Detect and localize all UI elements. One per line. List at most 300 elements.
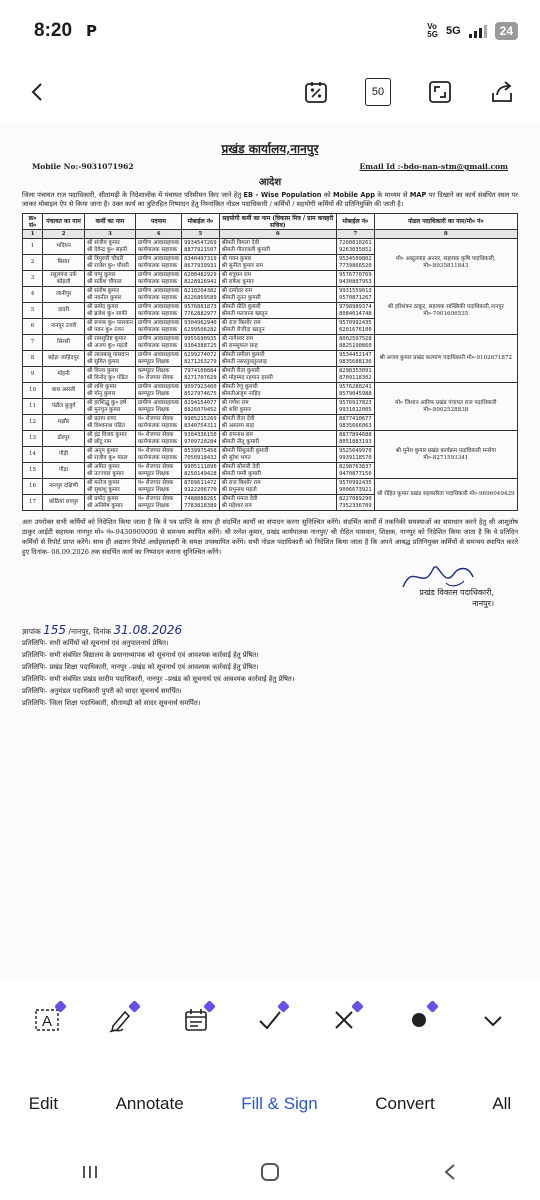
mobile-cell-line: 8294154077 [184, 399, 217, 406]
recents-icon[interactable] [78, 1160, 102, 1188]
panchayat-cell [43, 367, 85, 383]
instructions-paragraph: अतः उपरोक्त सभी कर्मियों को निदेशित किया जाता है कि वे पत्र प्राप्ति के साथ ही संदर्भित कार्यों का संपादन करना सुनिश्चित करेंगे। संदर्भित कार्यों में तकनिकी समस्याओं का समाधान करने हेतु श्री आशुतोष ठाकुर आईटी सहायक नानपुर मो० नं०-9430909090 से समन्वय स्थापित करेंगे। श्री रत्नेश कुमार, प्रखंड कार्यपालक नानपुर/ श्री रोहित पासवान, शिक्षक, नानपुर को निदेशित किया जाता है कि वे प्रतिदिन कर्मियों से रिपोर्ट प्राप्त करेंगे। साथ ही अद्यतन रिपोर्ट अधोहस्ताक्षरी के समक्ष उपस्थापित करेंगे। सभी नोडल पदाधिकारी को निदेशित किया जाता है कि अपने आबद्ध प्रतिनियुक्त कर्मियों से समन्वय स्थापित करते हुए दिनांक- 08.09.2026 तक संदर्भित कार्य का निष्पादन कराना सुनिश्चित करेंगे। [22, 518, 518, 556]
staff-name-cell-line: श्री उज्ज्वल कुमार [87, 470, 124, 477]
designation-cell-line: ग्रामीण आवासहायक [137, 399, 180, 406]
helper-mobile-cell-line: 9470877150 [339, 470, 372, 477]
panchayat-cell-line: नानपुर उत्तरी [50, 323, 77, 329]
designation-cell-line: ग्रामीण आवासहायक [137, 239, 180, 246]
designation-cell [135, 383, 181, 399]
notification-p-icon: P [86, 22, 98, 40]
copy-item: प्रतिलिपिः- सभी कर्मियों को सूचनार्थ एवं अनुपालनार्थ प्रेषित। [22, 639, 169, 647]
share-icon[interactable] [482, 72, 522, 112]
panchayat-cell-line: गौड़ी [59, 451, 69, 457]
helper-mobile-cell [337, 303, 374, 319]
mobile-cell-line: 9097923400 [184, 383, 217, 390]
designation-cell-line: कम्प्यूटर शिक्षक [137, 406, 170, 413]
helper-name-cell-line: श्रीमती प्रमीला कुमारी [221, 351, 265, 358]
helper-mobile-cell-line: 9263035852 [339, 246, 372, 253]
serial-cell [23, 271, 43, 287]
designation-cell [135, 399, 181, 415]
table-row [23, 239, 518, 255]
back-nav-icon[interactable] [438, 1160, 462, 1188]
column-header: पदनाम [135, 214, 181, 230]
helper-mobile-cell-line: 9430807953 [339, 278, 372, 285]
helper-mobile-cell-line: 9570992435 [339, 319, 372, 326]
helper-mobile-cell-line: 8709118302 [339, 374, 372, 381]
staff-name-cell [85, 463, 136, 479]
helper-mobile-cell-line: 9576770769 [339, 271, 372, 278]
screen-fit-icon[interactable] [420, 72, 460, 112]
panchayat-cell [43, 351, 85, 367]
serial-cell [23, 399, 43, 415]
serial-cell [23, 447, 43, 463]
panchayat-cell [43, 383, 85, 399]
helper-name-cell [219, 447, 337, 463]
clock: 8:20 [34, 20, 73, 41]
battery-icon: 24 [495, 22, 518, 40]
mobile-cell-line: 7783818389 [184, 502, 217, 509]
column-header: मोबाईल नं० [337, 214, 374, 230]
helper-mobile-cell-line: 9006673921 [339, 486, 372, 493]
designation-cell-line: कम्प्यूटर शिक्षक [137, 486, 170, 493]
helper-mobile-cell [337, 447, 374, 463]
mobile-cell-line: 6299274072 [184, 351, 217, 358]
helper-name-cell [219, 367, 337, 383]
staff-name-cell-line: श्री पवन कु० रंजन [87, 326, 124, 333]
designation-cell [135, 463, 181, 479]
helper-name-cell-line: श्रीमती पम्मी कुमारी [221, 470, 261, 477]
panchayat-cell [43, 447, 85, 463]
mobile-cell-line: 8826079452 [184, 406, 217, 413]
designation-cell-line: पं० रोजगार सेवक [137, 479, 174, 486]
helper-name-cell [219, 271, 337, 287]
column-number: 2 [43, 230, 85, 239]
mobile-cell [182, 367, 219, 383]
dispatch-date: 31.08.2026 [113, 623, 183, 637]
tab-edit[interactable]: Edit [28, 1094, 59, 1113]
mobile-cell-line: 8226869589 [184, 294, 217, 301]
mobile-cell-line: 8340497319 [184, 255, 217, 262]
staff-name-cell-line: श्री अजय कु० महतो [87, 342, 128, 349]
panchayat-cell-line: पंडौल बुजुर्ग [51, 403, 76, 409]
helper-mobile-cell-line: 7260810261 [339, 239, 372, 246]
copy-item: प्रतिलिपिः- सभी संबंधित प्रखंड स्तरीय पदाधिकारी, नानपुर –प्रखंड को सूचनार्थ एवं आवश्यक कार्रवाई हेतु प्रेषित। [22, 675, 295, 683]
helper-mobile-cell-line: 9525649970 [339, 447, 372, 454]
helper-mobile-cell-line: 9798989374 [339, 303, 372, 310]
home-icon[interactable] [258, 1160, 282, 1188]
copy-item: प्रतिलिपिः- अनुमंडल पदाधिकारी पुपरी को सादर सूचनार्थ समर्पित। [22, 687, 182, 695]
office-mobile: Mobile No:-9031071962 [32, 162, 134, 171]
nodal-officer-cell [374, 287, 517, 335]
designation-cell [135, 351, 181, 367]
staff-name-cell [85, 399, 136, 415]
column-number: 7 [337, 230, 374, 239]
helper-name-cell-line: श्रीमती विमला देवी [221, 239, 260, 246]
mobile-cell-line: 8877921507 [184, 246, 217, 253]
staff-name-cell [85, 271, 136, 287]
table-number-row [23, 230, 518, 239]
staff-name-cell-line: श्री राजेश कु० चौधरी [87, 262, 129, 269]
helper-name-cell [219, 463, 337, 479]
designation-cell-line: ग्रामीण आवासहायक [137, 255, 180, 262]
designation-cell-line: कार्यपालक सहायक [137, 438, 178, 445]
serial-cell [23, 383, 43, 399]
order-title: आदेश [258, 177, 282, 188]
staff-name-cell [85, 303, 136, 319]
copy-item: प्रतिलिपिः- प्रखंड शिक्षा पदाधिकारी, नानपुर –प्रखंड को सूचनार्थ एवं आवश्यक कार्रवाई हेतु प्रेषित। [22, 663, 259, 671]
helper-mobile-cell-line: 6201676100 [339, 326, 372, 333]
serial-cell [23, 415, 43, 431]
helper-mobile-cell [337, 255, 374, 271]
copy-item: प्रतिलिपिः- सभी संबंधित विद्यालय के प्रधानाध्यापक को सूचनार्थ एवं आवश्यक कार्रवाई हेतु प्रेषित। [22, 651, 259, 659]
mobile-cell [182, 335, 219, 351]
designation-cell-line: पं० रोजगार सेवक [137, 463, 174, 470]
serial-cell-line: 13 [28, 435, 37, 441]
staff-name-cell-line: श्री संजीव कुमार [87, 239, 120, 246]
staff-name-cell-line: श्री विश्वनाथ पंडित [87, 422, 125, 429]
helper-mobile-cell-line: 8579045988 [339, 390, 372, 397]
tab-all[interactable]: All [492, 1094, 512, 1113]
helper-name-cell [219, 319, 337, 335]
mobile-cell-line: 7050918432 [184, 454, 217, 461]
system-nav-bar [0, 1148, 540, 1200]
text-box-icon[interactable] [27, 1000, 67, 1040]
column-number: 3 [85, 230, 136, 239]
designation-cell-line: कम्प्यूटर शिक्षक [137, 470, 170, 477]
helper-mobile-cell-line: 8877894688 [339, 431, 372, 438]
more-chevron-icon[interactable] [473, 1000, 513, 1040]
helper-mobile-cell [337, 319, 374, 335]
staff-name-cell [85, 495, 136, 511]
staff-name-cell-line: श्री राजीव कु० मंडल [87, 454, 128, 461]
copy-item: प्रतिलिपिः- जिला शिक्षा पदाधिकारी, सीतामढ़ी को सादर सूचनार्थ समर्पित। [22, 699, 201, 707]
helper-name-cell-line: श्री राज किशोर राम [221, 479, 261, 486]
serial-cell-line: 5 [30, 307, 35, 313]
helper-name-cell-line: श्रीमती नूतन कुमारी [221, 294, 261, 301]
panchayat-cell [43, 495, 85, 511]
panchayat-cell-line: नानपुर दक्षिणी [49, 483, 78, 489]
helper-mobile-cell-line: 9576917823 [339, 399, 372, 406]
column-header: क्र० सं० [23, 214, 43, 230]
column-header: नोडल पदाधिकारी का नाम/मो० नं० [374, 214, 517, 230]
helper-mobile-cell [337, 399, 374, 415]
table-row [23, 431, 518, 447]
status-bar [0, 0, 540, 62]
designation-cell [135, 319, 181, 335]
nodal-officer-cell [374, 431, 517, 479]
panchayat-cell-line: कोठियां रायपुर [48, 499, 79, 505]
helper-name-cell [219, 255, 337, 271]
helper-mobile-cell [337, 479, 374, 495]
mobile-cell-line: 8271707629 [184, 374, 217, 381]
helper-name-cell [219, 351, 337, 367]
designation-cell [135, 495, 181, 511]
column-number: 8 [374, 230, 517, 239]
mobile-cell [182, 447, 219, 463]
panchayat-cell-line: डोरपुर [57, 435, 70, 441]
staff-name-cell-line: श्री देवेन्द्र कु० सहनी [87, 246, 128, 253]
mobile-cell-line: 8228926941 [184, 278, 217, 285]
helper-mobile-cell-line: 9534509802 [339, 255, 372, 262]
helper-mobile-cell-line: 9570871267 [339, 294, 372, 301]
panchayat-cell-line: भदियन [56, 243, 71, 249]
designation-cell [135, 431, 181, 447]
helper-mobile-cell-line: 8298353091 [339, 367, 372, 374]
mobile-cell-line: 8250149428 [184, 470, 217, 477]
tab-fill-sign[interactable]: Fill & Sign [241, 1094, 318, 1113]
staff-name-cell-line: श्री प्रताप राणा [87, 415, 117, 422]
mobile-cell [182, 463, 219, 479]
helper-mobile-cell-line: 9835688136 [339, 358, 372, 365]
mobile-cell [182, 383, 219, 399]
serial-cell [23, 479, 43, 495]
staff-name-cell-line: श्री प्रमोद कुमार [87, 303, 119, 310]
helper-name-cell [219, 287, 337, 303]
helper-name-cell-line: श्री गणेश राम [221, 399, 249, 406]
mobile-cell-line: 7762882977 [184, 310, 217, 317]
nodal-officer-cell-line: श्री रोहित कुमार प्रखंड सहकारिता पदाधिकारी मो०-9696049429 [377, 491, 515, 497]
staff-name-cell [85, 239, 136, 255]
serial-cell [23, 255, 43, 271]
serial-cell-line: 10 [28, 387, 37, 393]
cross-mark-icon[interactable] [324, 1000, 364, 1040]
column-number: 6 [219, 230, 337, 239]
helper-name-cell-line: श्रीमती ममता देवी [221, 495, 258, 502]
serial-cell-line: 7 [30, 339, 35, 345]
helper-name-cell [219, 383, 337, 399]
mobile-cell [182, 479, 219, 495]
helper-name-cell-line: श्री सुरेश भगत [221, 454, 251, 461]
helper-name-cell-line: श्री दामोदर राम [221, 287, 253, 294]
staff-name-cell-line: श्री नवनीत कुमार [87, 294, 122, 301]
nodal-officer-cell-line: श्री हरिशंकर ठाकुर, सहायक सांख्यिकी पदाधिकारी,नानपुर मो०-7001606535 [387, 303, 504, 317]
helper-mobile-cell [337, 271, 374, 287]
helper-mobile-cell-line: 9931012005 [339, 406, 372, 413]
helper-name-cell-line: श्रीमती सोमारी देवी [221, 463, 260, 470]
serial-cell [23, 319, 43, 335]
helper-mobile-cell-line: 7739866520 [339, 262, 372, 269]
mobile-cell-line: 9709720284 [184, 438, 217, 445]
designation-cell-line: कार्यपालक सहायक [137, 294, 178, 301]
staff-name-cell [85, 367, 136, 383]
serial-cell-line: 6 [30, 323, 35, 329]
network-type: 5G [445, 25, 461, 37]
column-header: सहयोगी कर्मी का नाम (विकास मित्र / ग्राम कचहरी सचिव) [219, 214, 337, 230]
helper-name-cell [219, 335, 337, 351]
signal-icon [469, 24, 487, 38]
tab-annotate[interactable]: Annotate [115, 1094, 184, 1113]
mobile-cell-line: 6200482929 [184, 271, 217, 278]
dispatch-number: 155 [43, 623, 67, 637]
percent-tag-icon[interactable] [296, 72, 336, 112]
mobile-cell-line: 8271263279 [184, 358, 217, 365]
designation-cell-line: ग्रामीण आवासहायक [137, 271, 180, 278]
staff-name-cell-line: श्री संतोष कुमार [87, 287, 120, 294]
designation-cell [135, 367, 181, 383]
form-calendar-icon[interactable] [176, 1000, 216, 1040]
serial-cell [23, 463, 43, 479]
panchayat-cell-line: मोहनी [57, 371, 70, 377]
mobile-cell-line: 9576881873 [184, 303, 217, 310]
deployment-table [22, 213, 518, 511]
svg-text:A: A [42, 1013, 53, 1030]
helper-name-cell [219, 399, 337, 415]
serial-cell-line: 3 [30, 275, 35, 281]
helper-mobile-cell-line: 9939118570 [339, 454, 372, 461]
serial-cell-line: 8 [30, 355, 35, 361]
designation-cell-line: पं० रोजगार सेवक [137, 374, 174, 381]
serial-cell [23, 367, 43, 383]
column-number: 5 [182, 230, 219, 239]
mobile-cell-line: 8677939931 [184, 262, 217, 269]
tab-convert[interactable]: Convert [375, 1094, 435, 1113]
designation-cell-line: कम्प्यूटर शिक्षक [137, 358, 170, 365]
nodal-officer-cell [374, 479, 517, 511]
helper-name-cell-line: श्री राज किशोर राम [221, 319, 261, 326]
designation-cell [135, 335, 181, 351]
designation-cell-line: ग्रामीण आवासहायक [137, 287, 180, 294]
serial-cell-line: 4 [30, 291, 35, 297]
helper-mobile-cell-line: 9534452147 [339, 351, 372, 358]
staff-name-cell-line: श्री रूपक कु० पासवान [87, 319, 133, 326]
mobile-cell [182, 415, 219, 431]
helper-name-cell-line: श्रीमती नसरतुलतुल्लाह [221, 358, 267, 365]
designation-cell-line: कार्यपालक सहायक [137, 422, 178, 429]
helper-mobile-cell [337, 287, 374, 303]
staff-name-cell-line: श्री मनोज कुमार [87, 479, 120, 486]
table-row [23, 335, 518, 351]
designation-cell-line: ग्रामीण आवासहायक [137, 383, 180, 390]
table-row [23, 479, 518, 495]
helper-name-cell-line: श्री असलम साह [221, 422, 254, 429]
staff-name-cell [85, 335, 136, 351]
helper-name-cell-line: श्री राकेश कुमार [221, 278, 254, 285]
designation-cell-line: कार्यपालक सहायक [137, 262, 178, 269]
helper-mobile-cell [337, 415, 374, 431]
designation-cell-line: पं० रोजगार सेवक [137, 431, 174, 438]
nodal-officer-cell [374, 239, 517, 287]
panchayat-cell-line: गौड़ा [59, 467, 69, 473]
staff-name-cell [85, 415, 136, 431]
panchayat-cell [43, 271, 85, 287]
helper-mobile-cell-line: 8002597528 [339, 335, 372, 342]
mobile-cell [182, 255, 219, 271]
helper-name-cell [219, 431, 337, 447]
panchayat-cell-line: मझौर [57, 419, 70, 425]
helper-mobile-cell [337, 431, 374, 447]
office-email: Email Id :-bdo-nan-stm@gmail.com [359, 162, 508, 171]
helper-mobile-cell [337, 495, 374, 511]
fill-sign-tools [0, 980, 540, 1060]
designation-cell-line: ग्रामीण आवासहायक [137, 335, 180, 342]
designation-cell-line: कम्प्यूटर शिक्षक [137, 502, 170, 509]
helper-name-cell-line: श्रीमती फरजाना खातुन [221, 310, 268, 317]
helper-name-cell-line: श्री रामनाथ राम [221, 431, 253, 438]
designation-cell [135, 271, 181, 287]
helper-name-cell-line: श्रीमती सिंधुलती कुमारी [221, 447, 269, 454]
panchayat-cell-line: बिसार [57, 259, 70, 265]
mobile-cell-line: 9304962940 [184, 319, 217, 326]
panchayat-cell [43, 319, 85, 335]
helper-mobile-cell-line: 9835666063 [339, 422, 372, 429]
mobile-cell-line: 9304388725 [184, 342, 217, 349]
staff-name-cell [85, 287, 136, 303]
helper-name-cell-line: श्री मोहम्मद रहमान हसमी [221, 374, 273, 381]
designation-cell-line: ग्रामीण आवासहायक [137, 303, 180, 310]
helper-name-cell-line: श्री रामसुफल साह [221, 342, 258, 349]
helper-mobile-cell-line: 7352336709 [339, 502, 372, 509]
helper-name-cell-line: श्री शत्रुधन राम [221, 271, 252, 278]
serial-cell-line: 2 [30, 259, 35, 265]
back-arrow-icon[interactable] [18, 72, 58, 112]
helper-mobile-cell [337, 351, 374, 367]
designation-cell-line: पं० रोजगार सेवक [137, 415, 174, 422]
helper-name-cell [219, 303, 337, 319]
page-count-icon[interactable] [358, 72, 398, 112]
helper-name-cell-line: श्रीमती गीताजली कुमारी [221, 246, 270, 253]
helper-name-cell-line: श्रीमती रेणु कुमारी [221, 383, 258, 390]
serial-cell-line: 14 [28, 451, 37, 457]
helper-mobile-cell [337, 463, 374, 479]
mobile-cell-line: 8340754311 [184, 422, 217, 429]
nodal-officer-cell-line: श्री अजय कुमार प्रखंड कल्याण पदाधिकारी मो०-9102671872 [379, 355, 513, 361]
serial-cell [23, 351, 43, 367]
document-viewport[interactable] [0, 122, 540, 980]
designation-cell-line: कार्यपालक सहायक [137, 310, 178, 317]
staff-name-cell-line: श्री सुमित कुमार [87, 358, 120, 365]
panchayat-cell [43, 287, 85, 303]
dot-icon[interactable] [399, 1000, 439, 1040]
serial-cell-line: 11 [28, 403, 37, 409]
designation-cell-line: कार्यपालक सहायक [137, 246, 178, 253]
office-title: प्रखंड कार्यालय,नानपुर [221, 142, 319, 156]
serial-cell [23, 431, 43, 447]
nodal-officer-cell [374, 383, 517, 431]
panchayat-cell [43, 463, 85, 479]
panchayat-cell [43, 479, 85, 495]
designation-cell [135, 239, 181, 255]
column-header: कर्मी का नाम [85, 214, 136, 230]
mobile-cell [182, 287, 219, 303]
staff-name-cell-line: श्री अनिमेष कुमार [87, 502, 123, 509]
staff-name-cell [85, 447, 136, 463]
helper-name-cell-line: श्री सुनील कुमार राम [221, 262, 263, 269]
table-row [23, 287, 518, 303]
staff-name-cell-line: श्री रामसुदिष्ट कुमार [87, 335, 126, 342]
checkmark-icon[interactable] [250, 1000, 290, 1040]
copy-list [22, 637, 518, 709]
panchayat-cell-line: रसुलगंज उर्फ कोइली [50, 271, 77, 285]
mobile-cell-line: 9955690935 [184, 335, 217, 342]
mobile-cell-line: 9905215269 [184, 415, 217, 422]
helper-mobile-cell-line: 9570992435 [339, 479, 372, 486]
helper-name-cell-line: श्री प्रभुनाथ महतो [221, 486, 257, 493]
pdf-page [14, 136, 526, 709]
helper-mobile-cell-line: 8877410677 [339, 415, 372, 422]
serial-cell-line: 9 [30, 371, 35, 377]
signature-pen-icon[interactable] [101, 1000, 141, 1040]
helper-mobile-cell-line: 8825190860 [339, 342, 372, 349]
mobile-cell [182, 431, 219, 447]
mobile-cell-line: 8539975458 [184, 447, 217, 454]
column-header: पंचायत का नाम [43, 214, 85, 230]
panchayat-cell [43, 415, 85, 431]
mobile-cell [182, 319, 219, 335]
designation-cell-line: कार्यपालक सहायक [137, 278, 178, 285]
designation-cell-line: ग्रामीण आवासहायक [137, 351, 180, 358]
mobile-cell-line: 8709611472 [184, 479, 217, 486]
panchayat-cell [43, 335, 85, 351]
